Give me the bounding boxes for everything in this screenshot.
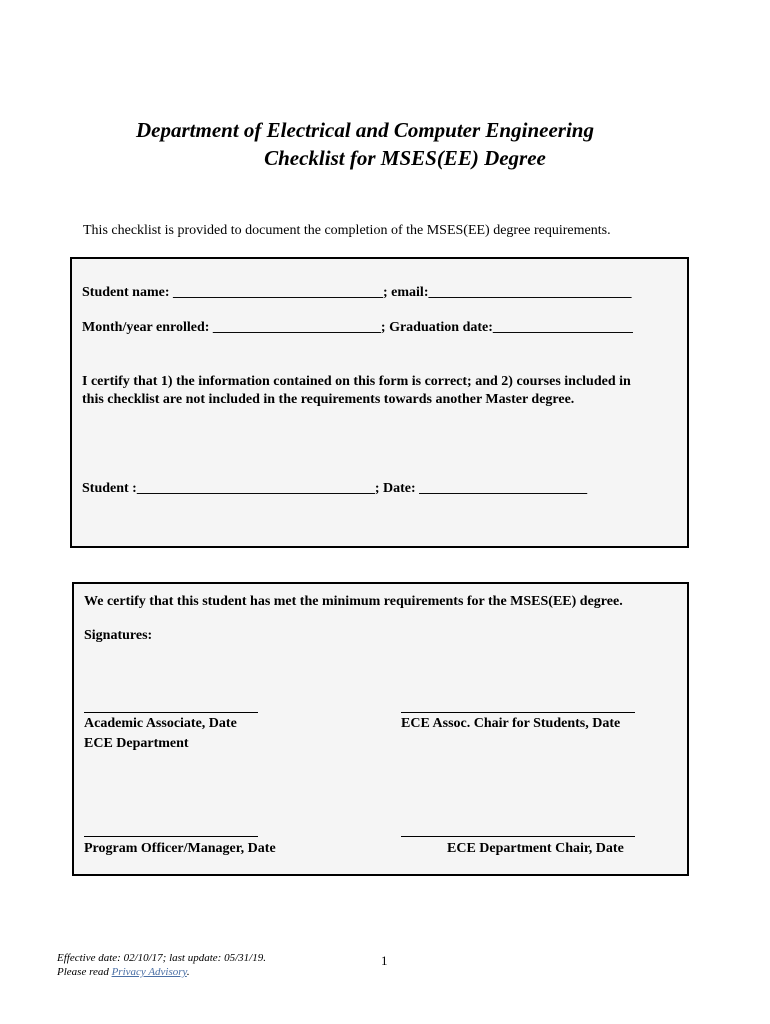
signatures-label: Signatures: [84, 628, 153, 643]
student-signature-date-field[interactable]: Student :__________________________________; Date: ________________________ [82, 481, 588, 496]
privacy-note [57, 965, 266, 979]
student-certify-line-2: this checklist are not included in the requirements towards another Master degree. [82, 392, 575, 407]
academic-associate-signature-line[interactable] [84, 712, 258, 713]
footer [57, 951, 266, 979]
assoc-chair-signature-line[interactable] [401, 712, 635, 713]
page-number: 1 [381, 953, 388, 968]
effective-date: Effective date: 02/10/17; last update: 05/31/19. [57, 952, 266, 964]
student-certify-line-1: I certify that 1) the information contained on this form is correct; and 2) courses included in [82, 374, 631, 389]
page-title: Department of Electrical and Computer Engineering [136, 118, 594, 142]
approval-certify-text: We certify that this student has met the minimum requirements for the MSES(EE) degree. [84, 594, 623, 609]
assoc-chair-label: ECE Assoc. Chair for Students, Date [401, 716, 621, 731]
privacy-advisory-link[interactable]: Privacy Advisory [111, 966, 187, 978]
please-read-text: Please read [57, 966, 112, 978]
student-info-box [70, 257, 689, 548]
academic-associate-label: Academic Associate, Date [84, 716, 237, 731]
ece-department-label: ECE Department [84, 736, 189, 751]
program-officer-label: Program Officer/Manager, Date [84, 841, 276, 856]
department-chair-signature-line[interactable] [401, 836, 635, 837]
department-chair-label: ECE Department Chair, Date [447, 841, 624, 856]
page-subtitle: Checklist for MSES(EE) Degree [264, 146, 546, 170]
intro-text: This checklist is provided to document the completion of the MSES(EE) degree requirements. [83, 223, 611, 238]
privacy-period: . [186, 966, 190, 978]
enrolled-graduation-field[interactable]: Month/year enrolled: ________________________; Graduation date:____________________ [82, 320, 633, 335]
student-name-email-field[interactable]: Student name: ______________________________; email:_____________________________ [82, 285, 632, 300]
approval-box [72, 582, 689, 876]
program-officer-signature-line[interactable] [84, 836, 258, 837]
